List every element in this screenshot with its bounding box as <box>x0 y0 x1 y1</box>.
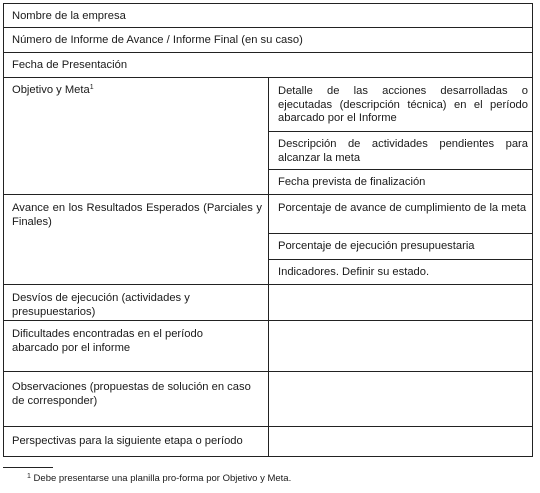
divider <box>268 169 532 170</box>
footnote-rule <box>3 467 53 468</box>
deviations-label: Desvíos de ejecución (actividades y presupuestarios) <box>12 292 190 318</box>
objective-detail-pending: Descripción de actividades pendientes para alcanzar la meta <box>278 138 528 164</box>
objective-label: Objetivo y Meta$^1$ <box>12 84 94 96</box>
company-name-label: Nombre de la empresa <box>12 10 126 22</box>
column-divider <box>268 78 269 194</box>
column-divider <box>268 427 269 457</box>
observations-label: Observaciones (propuestas de solución en caso de corresponder) <box>12 381 251 407</box>
report-number-label: Número de Informe de Avance / Informe Final (en su caso) <box>12 34 303 46</box>
row-observations <box>4 372 532 427</box>
row-report-number <box>4 28 532 53</box>
progress-detail-compliance: Porcentaje de avance de cumplimiento de la meta <box>278 202 527 214</box>
column-divider <box>268 372 269 426</box>
perspectives-label: Perspectivas para la siguiente etapa o período <box>12 435 243 447</box>
objective-detail-due-date: Fecha prevista de finalización <box>278 176 426 188</box>
column-divider <box>268 195 269 284</box>
row-company-name <box>4 4 532 28</box>
footnote-ref: 1 <box>89 84 94 91</box>
section-progress <box>4 195 532 285</box>
difficulties-label: Dificultades encontradas en el período abarcado por el informe <box>12 328 203 354</box>
progress-detail-budget: Porcentaje de ejecución presupuestaria <box>278 240 475 252</box>
row-deviations <box>4 285 532 321</box>
footnote-marker: 1 <box>27 473 31 480</box>
row-perspectives <box>4 427 532 457</box>
footnote-text: Debe presentarse una planilla pro-forma por Objetivo y Meta. <box>33 473 292 484</box>
row-difficulties <box>4 321 532 372</box>
section-objective <box>4 78 532 195</box>
column-divider <box>268 321 269 371</box>
report-form-table <box>3 3 533 457</box>
footnote <box>27 473 291 485</box>
progress-label: Avance en los Resultados Esperados (Parciales y Finales) <box>12 202 262 228</box>
divider <box>268 233 532 234</box>
progress-detail-indicators: Indicadores. Definir su estado. <box>278 266 430 278</box>
objective-detail-actions: Detalle de las acciones desarrolladas o ejecutadas (descripción técnica) en el período abarcado por el Informe <box>278 85 528 124</box>
column-divider <box>268 285 269 320</box>
row-submission-date <box>4 53 532 78</box>
divider <box>268 131 532 132</box>
divider <box>268 259 532 260</box>
submission-date-label: Fecha de Presentación <box>12 59 128 71</box>
